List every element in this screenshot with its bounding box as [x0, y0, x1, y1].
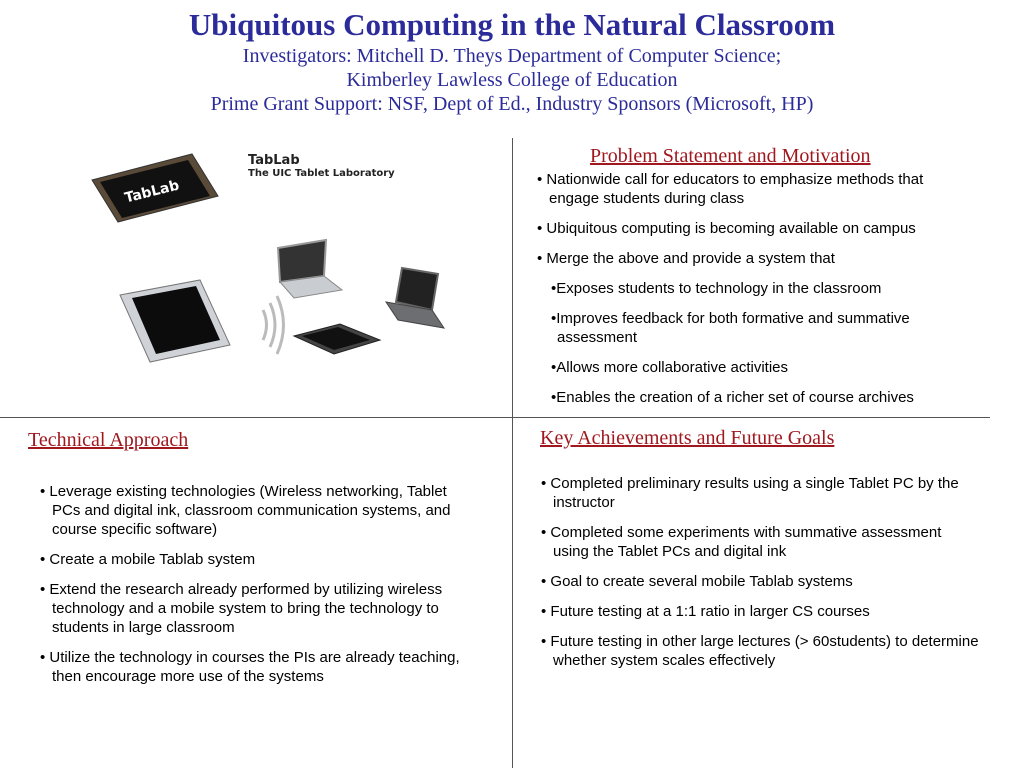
list-item: • Merge the above and provide a system that	[537, 250, 835, 267]
list-item: • Leverage existing technologies (Wireless networking, Tablet PCs and digital ink, classroom communication systems, and course specific software)	[40, 483, 451, 538]
problem-list	[537, 170, 977, 418]
tablet-screen-label: TabLab	[123, 177, 181, 207]
investigators-line: Investigators: Mitchell D. Theys Department of Computer Science;	[242, 45, 782, 67]
list-item: •Allows more collaborative activities	[551, 359, 789, 376]
logo-name: TabLab	[248, 153, 300, 168]
wireless-signal-icon	[263, 296, 284, 354]
tablab-tablet-image	[92, 154, 218, 222]
grant-line: Prime Grant Support: NSF, Dept of Ed., Industry Sponsors (Microsoft, HP)	[210, 93, 814, 115]
tablet-pc-image	[120, 280, 230, 362]
list-item: • Nationwide call for educators to emphasize methods that engage students during class	[537, 171, 924, 207]
technical-section-title: Technical Approach	[28, 429, 189, 451]
vertical-divider	[512, 138, 513, 768]
list-item: •Enables the creation of a richer set of course archives	[551, 389, 914, 406]
list-item: • Ubiquitous computing is becoming available on campus	[537, 220, 916, 237]
list-item: • Future testing at a 1:1 ratio in larger CS courses	[541, 603, 870, 620]
list-item: • Create a mobile Tablab system	[40, 551, 256, 568]
list-item: • Completed some experiments with summative assessment using the Tablet PCs and digital ink	[541, 524, 942, 560]
technical-list	[40, 482, 460, 697]
achievements-section-title: Key Achievements and Future Goals	[540, 427, 835, 449]
poster-header	[0, 6, 1024, 116]
list-item: •Improves feedback for both formative and summative assessment	[551, 310, 910, 346]
list-item: • Goal to create several mobile Tablab systems	[541, 573, 853, 590]
list-item: • Utilize the technology in courses the PIs are already teaching, then encourage more use of the systems	[40, 649, 460, 685]
laptop-image-1	[278, 240, 342, 298]
problem-section-title: Problem Statement and Motivation	[590, 145, 871, 167]
tablab-logo	[248, 154, 395, 180]
achievements-list	[541, 474, 981, 681]
college-line: Kimberley Lawless College of Education	[346, 69, 678, 91]
list-item: • Extend the research already performed by utilizing wireless technology and a mobile system to bring the technology to students in large classroom	[40, 581, 443, 636]
list-item: • Future testing in other large lectures (> 60students) to determine whether system scales effectively	[541, 633, 979, 669]
poster-title: Ubiquitous Computing in the Natural Classroom	[188, 7, 836, 42]
laptop-image-2	[386, 268, 444, 328]
logo-tagline: The UIC Tablet Laboratory	[248, 168, 395, 179]
list-item: • Completed preliminary results using a single Tablet PC by the instructor	[541, 475, 959, 511]
tablet-image-3	[294, 324, 380, 354]
list-item: •Exposes students to technology in the classroom	[551, 280, 882, 297]
